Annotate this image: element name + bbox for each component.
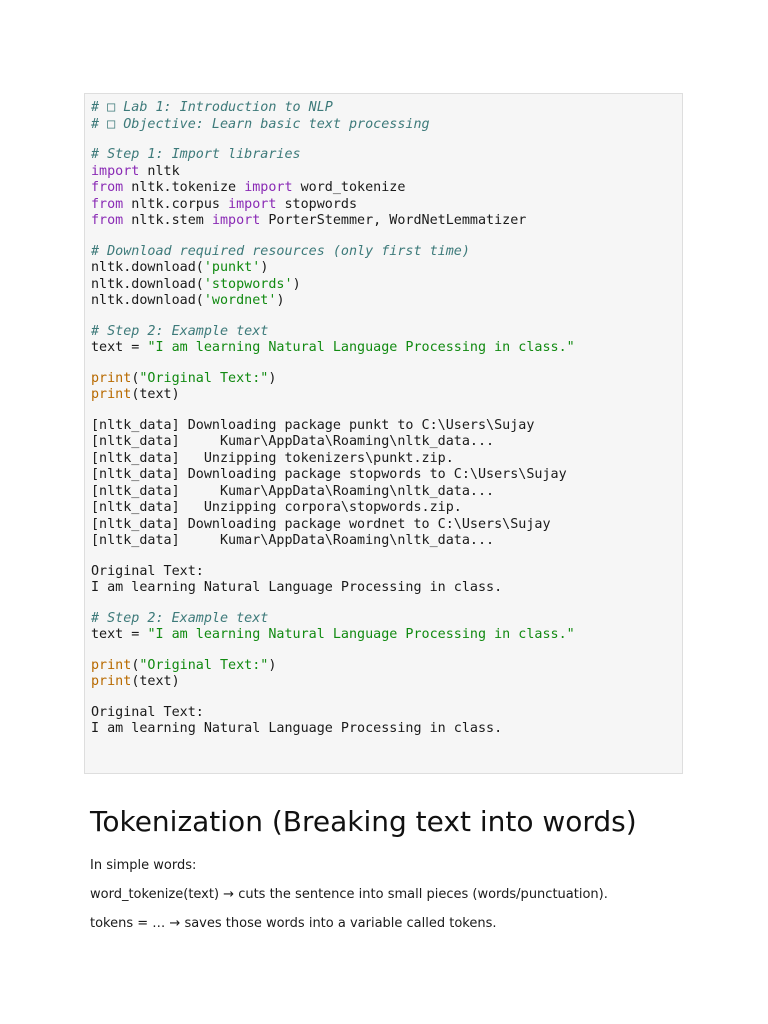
markdown-cell xyxy=(90,800,690,943)
spacer xyxy=(91,230,575,244)
code-line-comment-lab xyxy=(91,100,575,117)
section-heading: Tokenization (Breaking text into words) xyxy=(90,805,637,838)
close-paren: ) xyxy=(268,370,277,386)
module-corpus: nltk.corpus xyxy=(123,196,229,212)
keyword-from: from xyxy=(91,196,124,212)
string-text-value: "I am learning Natural Language Processing in class." xyxy=(147,627,575,642)
module-nltk: nltk xyxy=(139,163,180,179)
paragraph-intro: In simple words: xyxy=(90,858,197,873)
comment-download: # Download required resources (only first time) xyxy=(91,243,470,259)
code-line-download-stopwords xyxy=(91,277,575,294)
keyword-import: import xyxy=(211,213,261,228)
code-line-import-stem xyxy=(91,213,575,230)
download-call: nltk.download( xyxy=(91,276,204,292)
text-assign: text = xyxy=(91,340,148,355)
output-line: [nltk_data] Kumar\AppData\Roaming\nltk_data... xyxy=(91,483,495,499)
comment-objective: # □ Objective: Learn basic text processing xyxy=(91,116,430,132)
code-line-print-text-repeat xyxy=(91,674,575,691)
spacer xyxy=(91,310,575,324)
output-line: [nltk_data] Downloading package wordnet to C:\Users\Sujay xyxy=(91,516,551,532)
spacer xyxy=(91,644,575,658)
builtin-print: print xyxy=(91,370,132,386)
module-stem: nltk.stem xyxy=(123,213,212,228)
code-line-comment-step2 xyxy=(91,324,575,341)
code-line-comment-download xyxy=(91,244,575,261)
comment-lab: # □ Lab 1: Introduction to NLP xyxy=(91,100,333,115)
spacer xyxy=(91,550,575,564)
print-text-arg: (text) xyxy=(131,387,180,402)
keyword-from: from xyxy=(91,213,124,228)
code-cell[interactable] xyxy=(84,93,683,774)
keyword-import: import xyxy=(228,196,277,212)
code-line-print-text xyxy=(91,387,575,404)
code-line-download-punkt xyxy=(91,260,575,277)
code-line-text-assign-repeat xyxy=(91,627,575,644)
output-original-value: I am learning Natural Language Processing in class. xyxy=(91,580,503,595)
string-original-text: "Original Text:" xyxy=(139,657,269,673)
paragraph-tokens: tokens = … → saves those words into a variable called tokens. xyxy=(90,916,497,931)
paragraph-word-tokenize: word_tokenize(text) → cuts the sentence into small pieces (words/punctuation). xyxy=(90,887,608,902)
name-stopwords: stopwords xyxy=(276,196,358,212)
string-original-text: "Original Text:" xyxy=(139,370,269,386)
spacer xyxy=(91,404,575,418)
code-line-step1 xyxy=(91,147,575,164)
comment-step2: # Step 2: Example text xyxy=(91,323,269,339)
keyword-import: import xyxy=(244,180,293,195)
comment-step1: # Step 1: Import libraries xyxy=(91,147,301,162)
text-assign: text = xyxy=(91,627,148,642)
output-line: [nltk_data] Downloading package punkt to C:\Users\Sujay xyxy=(91,417,535,433)
close-paren: ) xyxy=(292,276,301,292)
code-line-download-wordnet xyxy=(91,293,575,310)
name-word-tokenize: word_tokenize xyxy=(292,180,406,195)
output-original-label: Original Text: xyxy=(91,704,204,720)
builtin-print: print xyxy=(91,674,132,689)
code-line-import-tokenize xyxy=(91,180,575,197)
name-stemmers: PorterStemmer, WordNetLemmatizer xyxy=(260,213,527,228)
close-paren: ) xyxy=(276,293,285,308)
code-line-print-label xyxy=(91,371,575,388)
output-original-value: I am learning Natural Language Processing in class. xyxy=(91,721,503,736)
builtin-print: print xyxy=(91,387,132,402)
output-line: [nltk_data] Downloading package stopwords to C:\Users\Sujay xyxy=(91,467,567,482)
spacer xyxy=(91,357,575,371)
code-line-text-assign xyxy=(91,340,575,357)
spacer xyxy=(91,691,575,705)
string-punkt: 'punkt' xyxy=(203,260,261,275)
comment-step2: # Step 2: Example text xyxy=(91,610,269,626)
close-paren: ) xyxy=(268,657,277,673)
open-paren: ( xyxy=(131,657,140,673)
code-line-print-label-repeat xyxy=(91,658,575,675)
code-line-comment-step2-repeat xyxy=(91,611,575,628)
spacer xyxy=(91,133,575,147)
string-text-value: "I am learning Natural Language Processing in class." xyxy=(147,340,575,355)
output-original-label: Original Text: xyxy=(91,563,204,579)
code-line-import-corpus xyxy=(91,197,575,214)
download-call: nltk.download( xyxy=(91,293,204,308)
output-line: [nltk_data] Kumar\AppData\Roaming\nltk_data... xyxy=(91,533,495,548)
code-line-comment-objective xyxy=(91,117,575,134)
output-line: [nltk_data] Kumar\AppData\Roaming\nltk_data... xyxy=(91,434,495,449)
spacer xyxy=(91,597,575,611)
output-line: [nltk_data] Unzipping corpora\stopwords.zip. xyxy=(91,500,462,515)
close-paren: ) xyxy=(260,260,269,275)
output-line: [nltk_data] Unzipping tokenizers\punkt.zip. xyxy=(91,450,454,466)
module-tokenize: nltk.tokenize xyxy=(123,180,245,195)
keyword-import: import xyxy=(91,163,140,179)
print-text-arg: (text) xyxy=(131,674,180,689)
string-stopwords: 'stopwords' xyxy=(203,276,293,292)
download-call: nltk.download( xyxy=(91,260,204,275)
code-block[interactable] xyxy=(91,100,575,738)
keyword-from: from xyxy=(91,180,124,195)
builtin-print: print xyxy=(91,657,132,673)
string-wordnet: 'wordnet' xyxy=(203,293,277,308)
open-paren: ( xyxy=(131,370,140,386)
code-line-import-nltk xyxy=(91,164,575,181)
